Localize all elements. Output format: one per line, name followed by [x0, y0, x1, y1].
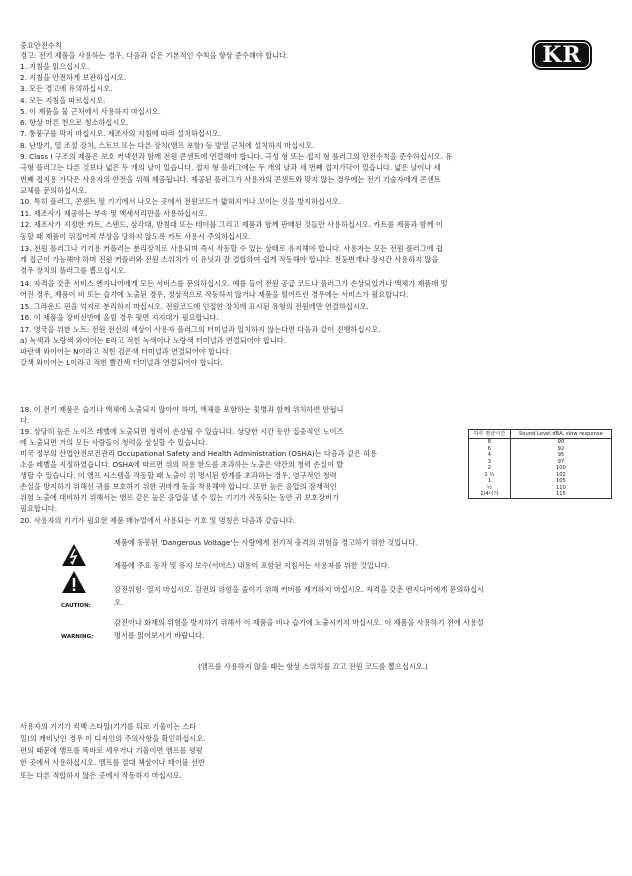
body-line: 위험 노출에 대비하기 위해서는 앰프 같은 높은 음압을 낼 수 있는 기기가 작동되는 동안 귀 보호장비가 — [20, 493, 339, 502]
table-cell: ½ — [469, 485, 511, 492]
table-cell: 97 — [510, 459, 611, 466]
table-row — [469, 439, 612, 446]
body-line: 13. 전원 플러그나 기기용 커플러는 분리장치로 사용되며 즉시 작동할 수 있는 상태로 유지해야 합니다. 사용자는 모든 전원 플러그에 쉽 — [20, 244, 443, 253]
body-line: 11. 제조사가 제공하는 부속 및 액세서리만을 사용하십시오. — [20, 209, 208, 218]
section-title: 중요안전수칙 — [20, 41, 62, 50]
table-cell: 1 ½ — [469, 472, 511, 479]
table-cell: 90 — [510, 439, 611, 446]
warning-label: WARNING: — [61, 634, 94, 640]
body-line: 동할 때 제품이 뒤집어져 부상을 당하지 않도록 카트 사용시 주의하십시오. — [20, 232, 252, 241]
body-line: 소음 레벨을 지정하였습니다. OSHA에 따르면 위의 허용 한도를 초과하는 노출은 약간의 청력 손실이 발 — [20, 460, 344, 469]
body-line: 4. 모든 지침을 따르십시오. — [20, 96, 106, 105]
exclamation-warning-icon — [61, 570, 87, 594]
body-line: 19. 상당히 높은 노이즈 레벨에 노출되면 청력이 손상될 수 있습니다. 상당한 시간 동안 집중적인 노이즈 — [20, 427, 344, 436]
body-line: a) 녹색과 노랑색 와이어는 E라고 적힌 녹색이나 노랑색 터미널과 연결되어야 합니다. — [20, 336, 287, 345]
table-cell: 100 — [510, 465, 611, 472]
table-cell: 8 — [469, 439, 511, 446]
body-line: 파란색 와이어는 N이라고 적힌 검은색 터미널과 연결되어야 합니다. — [20, 347, 232, 356]
caution-label: CAUTION: — [61, 603, 91, 609]
symbol-description: 제품에 동봉된 'Dangerous Voltage'는 사람에게 전기적 충격의 위험을 경고하기 위한 것입니다. — [114, 538, 418, 547]
body-line: 14. 자격을 갖춘 서비스 엔지니어에게 모든 서비스를 문의하십시오. 예를 들어 전원 공급 코드나 플러그가 손상되었거나 액체가 제품에 떨 — [20, 279, 448, 288]
table-cell: 2 — [469, 465, 511, 472]
table-cell: 105 — [510, 478, 611, 485]
body-line: 에 노출되면 거의 모든 사람들이 청력을 상실할 수 있습니다. — [20, 438, 208, 447]
language-badge-text: KR — [542, 42, 582, 68]
body-line: 18. 이 전기 제품은 습기나 액체에 노출되지 않아야 하며, 액체를 포함하는 꽃병과 함께 위치하면 안됩니 — [20, 405, 344, 414]
body-line: 6. 항상 마른 천으로 청소하십시오. — [20, 118, 129, 127]
electric-shock-icon — [61, 543, 87, 567]
body-line: 5. 이 제품을 물 근처에서 사용하지 마십시오. — [20, 107, 161, 116]
body-line: 2. 지침을 안전하게 보관하십시오. — [20, 73, 127, 82]
table-header-hours: 하루 평균시간 — [469, 430, 511, 439]
table-cell: 102 — [510, 472, 611, 479]
table-cell: 115 — [510, 491, 611, 498]
symbol-description: 감전위험- 열지 마십시오. 감전의 위험을 줄이기 위해 커버를 제거하지 마십시오. 자격을 갖춘 엔지니어에게 문의하십시 — [114, 585, 485, 594]
body-line: 생할 수 있습니다. 이 앰프 시스템을 작동할 때 노출이 위 명시된 한계를 초과하는 경우, 영구적인 청력 — [20, 471, 337, 480]
body-line: 3. 모든 경고에 유의하십시오. — [20, 84, 113, 93]
table-cell: 4 — [469, 452, 511, 459]
table-cell: 6 — [469, 446, 511, 453]
body-line: 8. 난방기, 열 조절 장치, 스토브 또는 다른 장치(앰프 포함) 등 발열 근처에 설치하지 마십시오. — [20, 141, 315, 150]
body-line: 7. 통풍구를 막지 마십시오. 제조사의 지침에 따라 설치하십시오. — [20, 129, 222, 138]
body-line: 다. — [20, 416, 30, 425]
body-line: 어진 경우, 제품이 비 또는 습기에 노출된 경우, 정상적으로 작동하지 않거나 제품을 떨어뜨린 경우에는 서비스가 필요합니다. — [20, 290, 409, 299]
cabinet-note-line: 일)의 캐비닛인 경우 이 디자인의 주의사항을 확인하십시오. — [20, 734, 206, 743]
cabinet-note-line: 사용자의 기기가 킥백 스타일(기기를 뒤로 기울이는 스타 — [20, 722, 197, 731]
table-row — [469, 491, 612, 498]
cabinet-note-line: 또는 다른 적합하지 않은 곳에서 작동하지 마십시오. — [20, 771, 182, 780]
body-line: 1. 지침을 읽으십시오. — [20, 62, 90, 71]
body-line: 번째 접지용 가닥은 사용자의 안전을 위해 제공됩니다. 제공된 플러그가 사용자의 콘센트와 맞지 않는 경우에는 전기 기술자에게 콘센트 — [20, 175, 441, 184]
body-line: 17. 영국을 위한 노트: 전원 전선의 색상이 사용자 플러그의 터미널과 일치하지 않는다면 다음과 같이 진행하십시오. — [20, 325, 381, 334]
table-cell: 1/4이하 — [469, 491, 511, 498]
language-badge — [532, 40, 592, 70]
body-line: 16. 이 제품을 장비선반에 올릴 경우 뒷면 지지대가 필요합니다. — [20, 313, 219, 322]
body-line: 9. Class I 구조의 제품은 보호 커넥션과 함께 전원 콘센트에 연결해야 합니다. 극성 형 또는 접지 형 플러그의 안전수칙을 준수하십시오. 유 — [20, 152, 453, 161]
body-line: 경우 장치의 플러그를 뽑으십시오. — [20, 266, 127, 275]
unplug-footnote: (앰프를 사용하지 않을 때는 항상 스위치를 끄고 전원 코드를 뽑으십시오.) — [198, 662, 428, 671]
table-header-sound-level: Sound Level dBA, slow response — [510, 430, 611, 439]
symbol-description: 명서를 읽어보시기 바랍니다. — [114, 631, 205, 640]
table-cell: 110 — [510, 485, 611, 492]
body-line: 10. 특히 플러그, 콘센트 및 기기에서 나오는 곳에서 전원코드가 밟혀지거나 꼬이는 것을 방지하십시오. — [20, 197, 342, 206]
cabinet-note-line: 편의 때문에 앰프를 똑바로 세우거나 기울이면 앰프를 평평 — [20, 746, 203, 755]
body-line: 게 접근이 가능해야 하며 전원 커플러와 전원 스위치가 이 유닛과 잘 결합하여 쉽게 작동해야 합니다. 천둥번개나 장시간 사용하지 않을 — [20, 255, 439, 264]
symbol-description: 감전이나 화재의 위험을 방지하기 위해서 이 제품을 비나 습기에 노출시키지 마십시오. 이 제품을 사용하기 전에 사용설 — [114, 618, 484, 627]
symbol-description: 제품에 주요 동작 및 유지 보수(서비스) 내용이 포함된 지침서는 사용자를 위한 것입니다. — [114, 561, 391, 570]
cabinet-note-line: 한 곳에서 사용하십시오. 앰프를 절대 책상이나 테이블 선반 — [20, 758, 205, 767]
table-cell: 3 — [469, 459, 511, 466]
body-line: 극형 플러그는 다른 것보다 넓은 두 개의 날이 있습니다. 접지 형 플러그에는 두 개의 날과 세 번째 접지가닥이 있습니다. 넓은 날이나 세 — [20, 163, 441, 172]
body-line: 경고: 전기 제품을 사용하는 경우, 다음과 같은 기본적인 수칙을 항상 준수해야 합니다. — [20, 51, 289, 60]
body-line: 20. 사용자의 기기가 필요한 제품 매뉴얼에서 사용되는 기호 및 명칭은 다음과 같습니다. — [20, 516, 295, 525]
body-line: 미국 정부의 산업안전보건관리 Occupational Safety and Health Administration (OSHA)는 다음과 같은 허용 — [20, 449, 378, 458]
body-line: 필요합니다. — [20, 504, 58, 513]
table-cell: 1 — [469, 478, 511, 485]
body-line: 손실을 방지하기 위해선 귀를 보호하기 위한 귀마개 등을 착용해야 합니다. 또한 높은 음압의 잠재적인 — [20, 482, 337, 491]
body-line: 교체를 문의하십시오. — [20, 186, 88, 195]
body-line: 12. 제조사가 지정한 카트, 스탠드, 삼각대, 받침대 또는 테이블 그리고 제품과 함께 판매된 것들만 사용하십시오. 카트를 제품과 함께 이 — [20, 220, 443, 229]
noise-exposure-table — [468, 429, 612, 499]
symbol-description: 오. — [114, 598, 124, 607]
table-cell: 92 — [510, 446, 611, 453]
body-line: 15. 그라운드 핀을 억지로 분리하지 마십시오. 전원코드에 인접한 장치에 표시된 유형의 전원에만 연결하십시오. — [20, 302, 369, 311]
body-line: 갈색 와이어는 L이라고 적힌 빨간색 터미널과 연결되어야 합니다. — [20, 358, 223, 367]
table-cell: 95 — [510, 452, 611, 459]
